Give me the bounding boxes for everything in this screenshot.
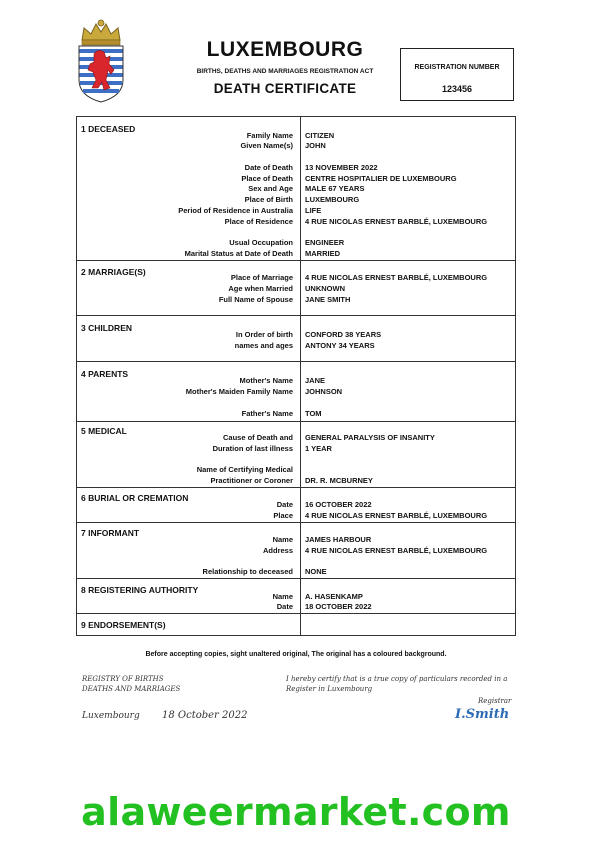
value: TOM [305,409,322,418]
row-divider [77,613,515,614]
registration-number-label: REGISTRATION NUMBER [414,64,500,71]
value: JANE [305,376,326,385]
certify-line-2: Register in Luxembourg [286,685,373,693]
section-marriage-title: 2 MARRIAGE(S) [81,267,146,277]
copy-notice: Before accepting copies, sight unaltered original, The original has a coloured background. [145,651,447,658]
value: JAMES HARBOUR [305,535,372,544]
section-parents-title: 4 PARENTS [81,369,129,379]
registrar-signature: I.Smith [455,707,510,722]
row-divider [77,421,515,422]
label: Name [272,592,293,601]
value: ANTONY 34 YEARS [305,341,375,350]
label: Cause of Death and [222,433,293,442]
section-endorsement-title: 9 ENDORSEMENT(S) [81,620,166,630]
value: CONFORD 38 YEARS [305,330,382,339]
label: Date [276,500,293,509]
label: Given Name(s) [240,141,293,150]
section-children-title: 3 CHILDREN [81,323,133,333]
label: Sex and Age [248,184,293,193]
label: Place of Residence [224,217,293,226]
label: Full Name of Spouse [218,295,293,304]
section-authority-title: 8 REGISTERING AUTHORITY [81,585,199,595]
label: Name of Certifying Medical [196,465,293,474]
row-divider [77,361,515,362]
value: JOHN [305,141,326,150]
value: 4 RUE NICOLAS ERNEST BARBLÉ, LUXEMBOURG [305,217,488,226]
row-divider [77,260,515,261]
value: UNKNOWN [305,284,345,293]
label: Address [262,546,293,555]
label: names and ages [234,341,293,350]
value: LIFE [305,206,322,215]
registry-line-2: DEATHS AND MARRIAGES [82,685,181,693]
document-type-title: DEATH CERTIFICATE [213,81,357,96]
footer-place: Luxembourg [82,711,140,721]
value: MARRIED [305,249,340,258]
value: 4 RUE NICOLAS ERNEST BARBLÉ, LUXEMBOURG [305,546,488,555]
label: Age when Married [228,284,293,293]
label: Mother's Maiden Family Name [185,387,293,396]
value: 4 RUE NICOLAS ERNEST BARBLÉ, LUXEMBOURG [305,511,488,520]
value: 18 OCTOBER 2022 [305,602,372,611]
label: Marital Status at Date of Death [184,249,293,258]
label: Date [276,602,293,611]
row-divider [77,315,515,316]
label: Practitioner or Coroner [210,476,293,485]
value: 1 YEAR [305,444,332,453]
act-subtitle: BIRTHS, DEATHS AND MARRIAGES REGISTRATION ACT [196,68,374,75]
label: Family Name [246,131,293,140]
column-divider [300,117,301,635]
section-deceased-title: 1 DECEASED [81,124,136,134]
label: Father's Name [241,409,293,418]
value: NONE [305,567,327,576]
row-divider [77,522,515,523]
certificate-table [76,116,516,636]
value: 13 NOVEMBER 2022 [305,163,378,172]
label: Place of Death [241,174,293,183]
section-medical-title: 5 MEDICAL [81,426,127,436]
value: JOHNSON [305,387,343,396]
label: Place of Birth [244,195,293,204]
registration-number-value: 123456 [441,84,473,94]
label: Place [273,511,293,520]
registration-number-box [400,48,514,101]
label: In Order of birth [235,330,293,339]
section-burial-title: 6 BURIAL OR CREMATION [81,493,189,503]
row-divider [77,578,515,579]
label: Relationship to deceased [202,567,293,576]
value: MALE 67 YEARS [305,184,365,193]
label: Period of Residence in Australia [178,206,293,215]
value: DR. R. MCBURNEY [305,476,373,485]
label: Date of Death [244,163,293,172]
label: Mother's Name [239,376,293,385]
label: Name [272,535,293,544]
value: 16 OCTOBER 2022 [305,500,372,509]
country-title: LUXEMBOURG [206,38,364,61]
value: A. HASENKAMP [305,592,363,601]
registry-line-1: REGISTRY OF BIRTHS [82,675,164,683]
certify-line-1: I hereby certify that is a true copy of particulars recorded in a [286,675,508,683]
value: LUXEMBOURG [305,195,360,204]
value: CENTRE HOSPITALIER DE LUXEMBOURG [305,174,457,183]
value: GENERAL PARALYSIS OF INSANITY [305,433,435,442]
section-informant-title: 7 INFORMANT [81,528,140,538]
label: Place of Marriage [230,273,293,282]
label: Duration of last illness [212,444,293,453]
value: ENGINEER [305,238,345,247]
coat-of-arms-emblem [76,18,126,104]
row-divider [77,487,515,488]
value: JANE SMITH [305,295,351,304]
watermark: alaweermarket.com [81,790,511,834]
registrar-label: Registrar [478,697,512,705]
label: Usual Occupation [229,238,293,247]
value: 4 RUE NICOLAS ERNEST BARBLÉ, LUXEMBOURG [305,273,488,282]
footer-date: 18 October 2022 [162,710,248,721]
value: CITIZEN [305,131,335,140]
